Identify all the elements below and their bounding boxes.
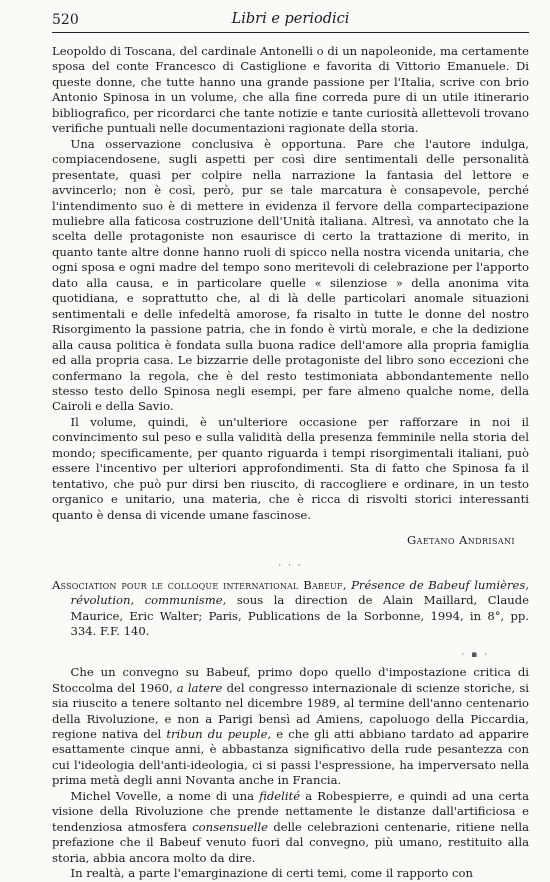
page-number: 520: [52, 12, 79, 28]
reference-details: sous la direction de Alain Maillard, Claude Maurice, Eric Walter; Paris, Publications de la Sorbonne, 1994, in 8°, pp. 334. F.F. 140.: [70, 593, 530, 639]
review1-paragraph-1: Leopoldo di Toscana, del cardinale Antonelli o di un napoleonide, ma certamente sposa del conte Francesco di Castiglione e favorita di Vittorio Emanuele. Di queste donne, che tutte hanno una grande passione per l'Italia, scrive con brio Antonio Spinosa in un volume, che alla fine correda pure di un utile itinerario bibliografico, per ricordarci che tante notizie e tante curiosità allettevoli trovano verifiche puntuali nelle documentazioni ragionate della storia.: [52, 44, 529, 136]
reference-title: Présence de Babeuf lumières, révolution, communisme,: [70, 577, 529, 608]
review2-p1-italic-b: tribun du peuple,: [166, 727, 272, 742]
book-reference: [52, 578, 529, 640]
review2-p2-text-c: delle celebrazioni centenarie, ritiene nella prefazione che il Babeuf venuto fuori dal convegno, più umano, restituito alla storia, abbia ancora molto da dire.: [52, 819, 529, 865]
reference-authors: Association pour le colloque international Babeuf,: [52, 577, 347, 592]
review1-signature: Gaetano Andrisani: [407, 533, 515, 548]
running-title: Libri e periodici: [231, 11, 350, 27]
page-body: [52, 44, 529, 882]
review2-p2-italic-b: consensuelle: [192, 819, 268, 834]
review1-paragraph-3: Il volume, quindi, è un'ulteriore occasione per rafforzare in noi il convincimento sul peso e sulla validità della presenza femminile nella storia del mondo; specificamente, per quanto riguarda i tempi risorgimentali italiani, può essere l'incentivo per ulteriori approfondimenti. Sta di fatto che Spinosa fa il tentativo, che può pur dirsi ben riuscito, di raccogliere e ordinare, in un testo organico e unitario, una materia, che è ricca di risvolti storici interessanti quanto è densa di vicende umane fascinose.: [52, 414, 529, 522]
review2-p1-italic-a: a latere: [176, 680, 223, 695]
review2-p1-text-a: Che un convegno su Babeuf, primo dopo quello d'impostazione critica di Stoccolma del 1960,: [52, 665, 529, 695]
running-header: [52, 8, 529, 33]
section-separator: · · ·: [278, 560, 303, 571]
review2-p2-text-b: a Robespierre, e quindi ad una certa visione della Rivoluzione che prende nettamente le distanze dall'artificiosa e tendenziosa atmosfera: [52, 788, 530, 834]
review2-p1-text-b: del congresso internazionale di scienze storiche, si sia riuscito a tenere soltanto nel dicembre 1989, al termine dell'anno centenario della Rivoluzione, e non a Parigi bensì ad Amiens, capoluogo della Piccardia, regione nativa del: [52, 680, 530, 742]
review2-paragraph-2: [52, 789, 529, 866]
review2-p1-text-c: e che gli atti abbiano tardato ad apparire esattamente cinque anni, è abbastanza significativo della rude pesantezza con cui l'ideologia dell'anti-ideologia, ci si passi l'espressione, ha imperversato nella prima metà degli anni Novanta anche in Francia.: [52, 727, 530, 788]
review2-p2-italic-a: fidelité: [259, 788, 301, 803]
review2-paragraph-1: [52, 665, 529, 789]
review2-paragraph-3: In realtà, a parte l'emarginazione di certi temi, come il rapporto con: [70, 866, 473, 881]
review1-paragraph-2: Una osservazione conclusiva è opportuna. Pare che l'autore indulga, compiacendosene, sugli aspetti per così dire sentimentali delle personalità presentate, quasi per colpire nella narrazione la fantasia del lettore e avvincerlo; non è così, però, pur se tale marcatura è consapevole, perché l'intendimento suo è di mettere in evidenza il fervore della compartecipazione muliebre alla faticosa costruzione dell'Unità italiana. Altresì, va annotato che la scelta delle protagoniste non esaurisce di certo la trattazione di merito, in quanto tante altre donne hanno ruoli di spicco nella nostra vicenda unitaria, che ogni sposa e ogni madre del tempo sono meritevoli di celebrazione per l'apporto dato alla causa, e in particolare quelle « silenziose » della anonima vita quotidiana, e soprattutto che, al di là delle particolari anomale situazioni sentimentali e delle infedeltà amorose, fa risalto in tutte le donne del nostro Risorgimento la passione patria, che in fondo è virtù morale, e che la dedizione alla causa politica è fondata sulla buona radice dell'amore alla propria famiglia ed alla propria casa. Le bizzarrie delle protagoniste del libro sono eccezioni che confermano la regola, che è del resto testimoniata abbondantemente nello stesso testo dello Spinosa negli esempi, per fare almeno qualche nome, della Cairoli e della Savio.: [52, 136, 529, 414]
review2-p2-text-a: Michel Vovelle, a nome di una: [70, 788, 255, 803]
section-separator-2: · ▪ ·: [461, 649, 489, 660]
